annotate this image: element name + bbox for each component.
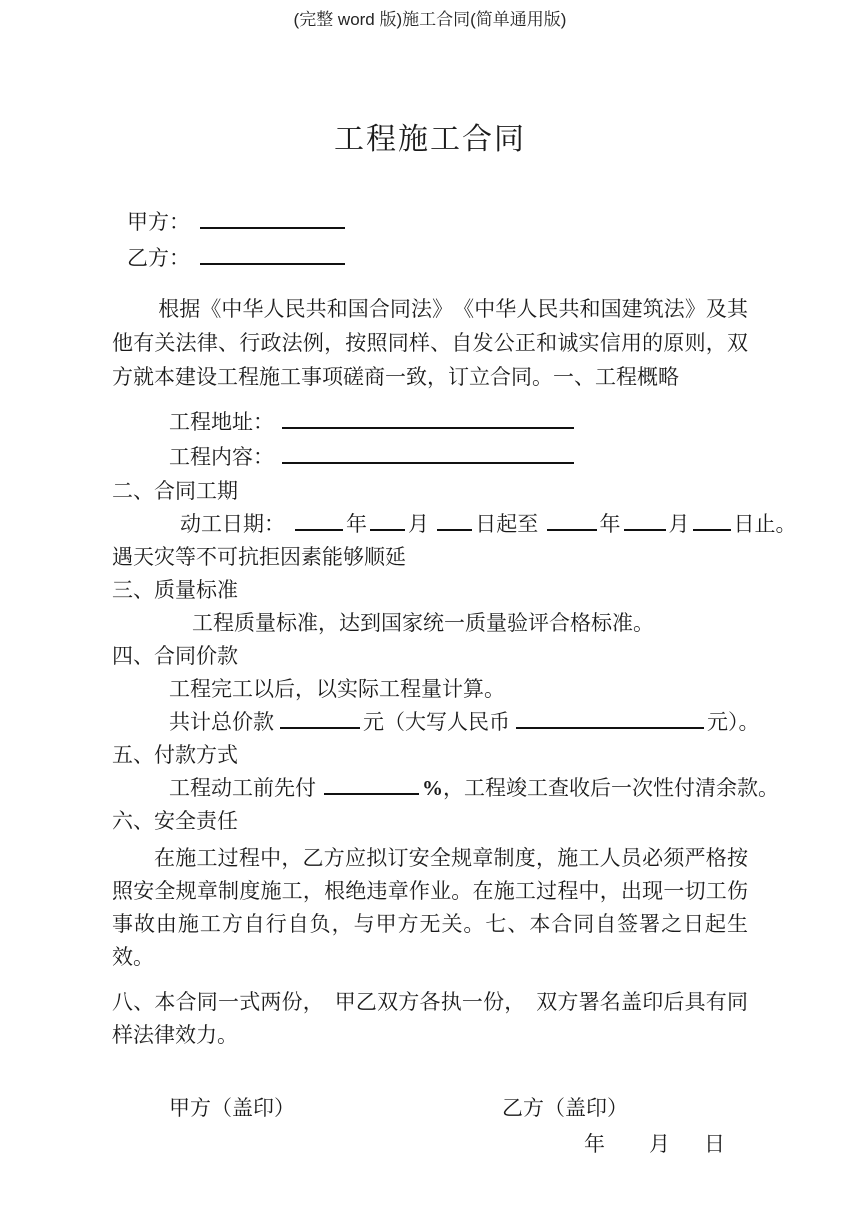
duration-date-line <box>112 508 797 541</box>
preamble-paragraph: 根据《中华人民共和国合同法》 《中华人民共和国建筑法》及其他有关法律、行政法例，按照同样、自发公正和诚实信用的原则，双方就本建设工程施工事项磋商一致，订立合同。一、工程概略 <box>112 297 748 389</box>
start-day-blank <box>437 511 472 531</box>
price-unit-mid: 元（大写人民币 <box>363 710 510 734</box>
date-year-label: 年 <box>584 1132 605 1156</box>
duration-year1: 年 <box>346 512 367 536</box>
duration-from: 日起至 <box>475 512 539 536</box>
price-capital-blank <box>516 709 704 729</box>
signature-date-row <box>112 1128 748 1161</box>
section-payment-heading: 五、付款方式 <box>112 743 238 767</box>
payment-prefix: 工程动工前先付 <box>169 776 316 800</box>
date-day-label: 日 <box>704 1132 725 1156</box>
document-title: 工程施工合同 <box>334 123 526 156</box>
price-body: 工程完工以后，以实际工程量计算。 <box>169 677 505 701</box>
end-day-blank <box>693 511 731 531</box>
end-month-blank <box>624 511 666 531</box>
project-content-label: 工程内容： <box>169 445 274 469</box>
signature-party-b: 乙方（盖印） <box>502 1096 628 1120</box>
payment-line <box>112 772 779 805</box>
payment-percent-sign: % <box>422 776 443 800</box>
party-a-line <box>127 204 748 240</box>
safety-body: 在施工过程中，乙方应拟订安全规章制度，施工人员必须严格按照安全规章制度施工，根绝违章作业。在施工过程中，出现一切工伤事故由施工方自行自负，与甲方无关。七、本合同自签署之日起生效。 <box>112 846 748 969</box>
section-duration-heading: 二、合同工期 <box>112 479 238 503</box>
project-address-line <box>112 405 748 440</box>
project-address-blank <box>282 409 574 429</box>
duration-note: 遇天灾等不可抗拒因素能够顺延 <box>112 545 406 569</box>
project-address-label: 工程地址： <box>169 410 274 434</box>
project-block <box>112 405 748 475</box>
party-b-label: 乙方： <box>127 246 190 270</box>
project-content-blank <box>282 444 574 464</box>
duration-until: 日止。 <box>733 512 797 536</box>
party-a-blank <box>200 209 345 229</box>
section-price-heading: 四、合同价款 <box>112 644 238 668</box>
payment-suffix: ，工程竣工查收后一次性付清余款。 <box>443 776 779 800</box>
section-safety-heading: 六、安全责任 <box>112 809 238 833</box>
duration-month2: 月 <box>668 512 690 536</box>
copies-paragraph: 八、本合同一式两份， 甲乙双方各执一份， 双方署名盖印后具有同样法律效力。 <box>112 990 748 1047</box>
party-b-blank <box>200 245 345 265</box>
project-content-line <box>112 440 748 475</box>
signature-row <box>112 1092 748 1128</box>
price-unit-end: 元）。 <box>707 710 760 734</box>
signature-party-a: 甲方（盖印） <box>169 1096 295 1120</box>
price-total-line <box>112 706 760 739</box>
document-body <box>0 204 860 1161</box>
section-quality-heading: 三、质量标准 <box>112 578 238 602</box>
party-b-line <box>127 240 748 276</box>
end-year-blank <box>547 511 597 531</box>
date-month-label: 月 <box>649 1132 670 1156</box>
page-header: (完整 word 版)施工合同(简单通用版) <box>293 10 567 29</box>
duration-month1: 月 <box>408 512 429 536</box>
duration-year2: 年 <box>599 512 621 536</box>
start-year-blank <box>295 511 343 531</box>
party-a-label: 甲方： <box>127 210 190 234</box>
price-total-label: 共计总价款 <box>169 710 274 734</box>
start-month-blank <box>370 511 405 531</box>
duration-start-label: 动工日期： <box>180 512 285 536</box>
price-amount-blank <box>280 709 360 729</box>
parties-block <box>112 204 748 276</box>
quality-body: 工程质量标准，达到国家统一质量验评合格标准。 <box>192 611 654 635</box>
payment-percent-blank <box>324 775 419 795</box>
